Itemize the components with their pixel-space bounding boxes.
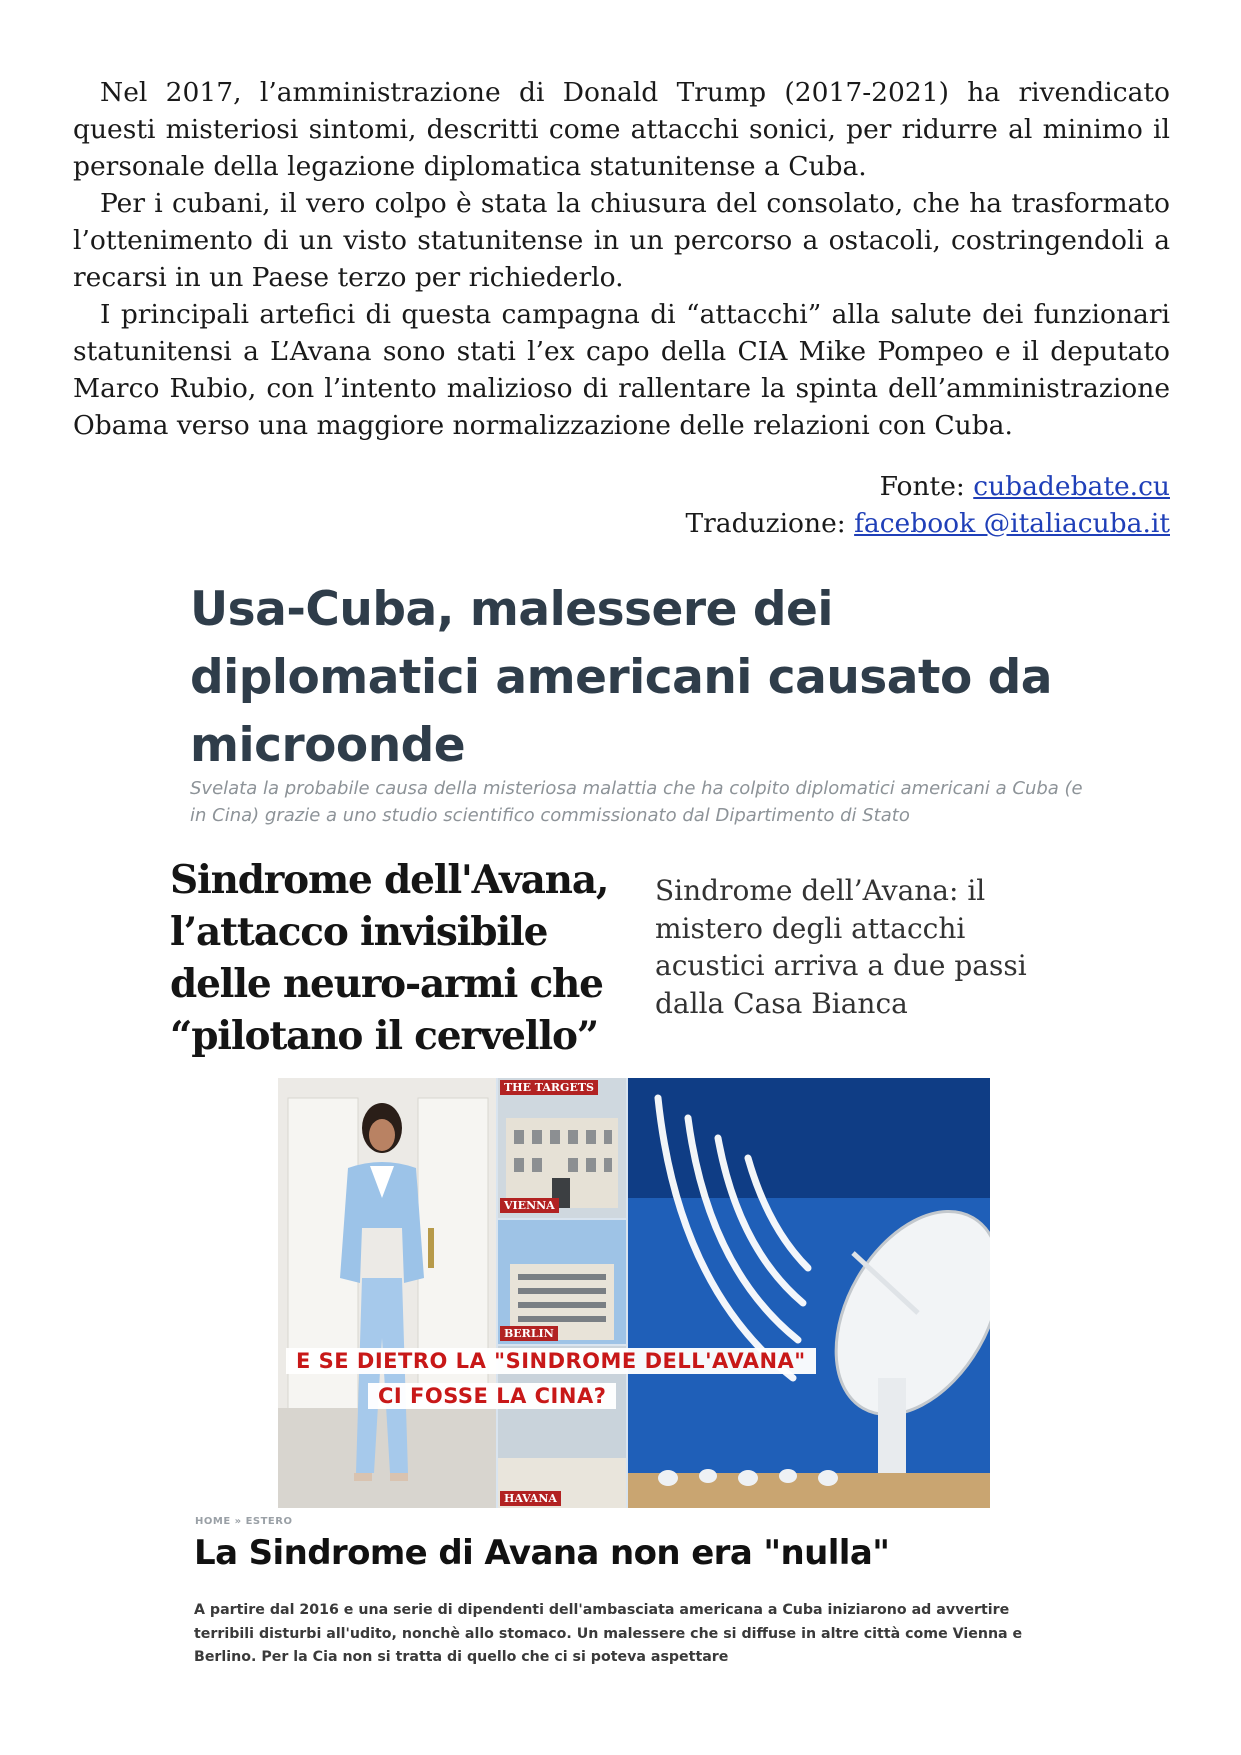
- headline-microwaves: Usa-Cuba, malessere dei diplomatici americani causato da microonde: [190, 582, 1052, 773]
- source-line: [685, 468, 1170, 505]
- collage-illustration: [278, 1078, 990, 1508]
- banner-line-2: [278, 1383, 990, 1409]
- paragraph: I principali artefici di questa campagna di “attacchi” alla salute dei funzionari statunitensi a L’Avana sono stati l’ex capo della CIA Mike Pompeo e il deputato Marco Rubio, con l’intento malizioso di rallentare la spinta dell’amministrazione Obama verso una maggiore normalizzazione delle relazioni con Cuba.: [73, 299, 1170, 441]
- tag-targets: THE TARGETS: [500, 1080, 598, 1095]
- translation-line: [685, 505, 1170, 542]
- banner-text-1: E SE DIETRO LA "SINDROME DELL'AVANA": [286, 1348, 816, 1374]
- source-label: Fonte:: [879, 471, 974, 502]
- headline-microwaves-subtitle: Svelata la probabile causa della misteriosa malattia che ha colpito diplomatici americani a Cuba (e in Cina) grazie a uno studio scientifico commissionato dal Dipartimento di Stato: [190, 778, 1083, 826]
- breadcrumb: HOME » ESTERO: [195, 1516, 293, 1527]
- tag-havana: HAVANA: [500, 1491, 561, 1506]
- paragraph: Nel 2017, l’amministrazione di Donald Trump (2017-2021) ha rivendicato questi misteriosi sintomi, descritti come attacchi sonici, per ridurre al minimo il personale della legazione diplomatica statunitense a Cuba.: [73, 77, 1170, 182]
- paragraph: Per i cubani, il vero colpo è stata la chiusura del consolato, che ha trasformato l’ottenimento di un visto statunitense in un percorso a ostacoli, costringendoli a recarsi in un Paese terzo per richiederlo.: [73, 188, 1170, 293]
- banner-line-1: [278, 1348, 990, 1374]
- translation-link[interactable]: facebook @italiacuba.it: [854, 508, 1170, 539]
- banner-text-2: CI FOSSE LA CINA?: [368, 1383, 616, 1409]
- article-body: [73, 74, 1170, 444]
- tag-berlin: BERLIN: [500, 1326, 558, 1341]
- headline-neuro-weapons: Sindrome dell'Avana, l’attacco invisibile delle neuro-armi che “pilotano il cervello”: [170, 857, 609, 1059]
- source-link[interactable]: cubadebate.cu: [973, 471, 1170, 502]
- tag-vienna: VIENNA: [500, 1198, 559, 1213]
- headline-not-nothing-subtitle: A partire dal 2016 e una serie di dipendenti dell'ambasciata americana a Cuba iniziarono ad avvertire terribili disturbi all'udito, nonchè allo stomaco. Un malessere che si diffuse in altre città come Vienna e Berlino. Per la Cia non si tratta di quello che ci si poteva aspettare: [194, 1602, 1023, 1665]
- news-collage: [160, 568, 1083, 1698]
- translation-label: Traduzione:: [685, 508, 855, 539]
- headline-acoustic-attacks: Sindrome dell’Avana: il mistero degli attacchi acustici arriva a due passi dalla Casa Bianca: [655, 874, 1027, 1020]
- collage-picture: [278, 1078, 990, 1508]
- headline-not-nothing: La Sindrome di Avana non era "nulla": [194, 1533, 890, 1573]
- source-credits: [685, 468, 1170, 542]
